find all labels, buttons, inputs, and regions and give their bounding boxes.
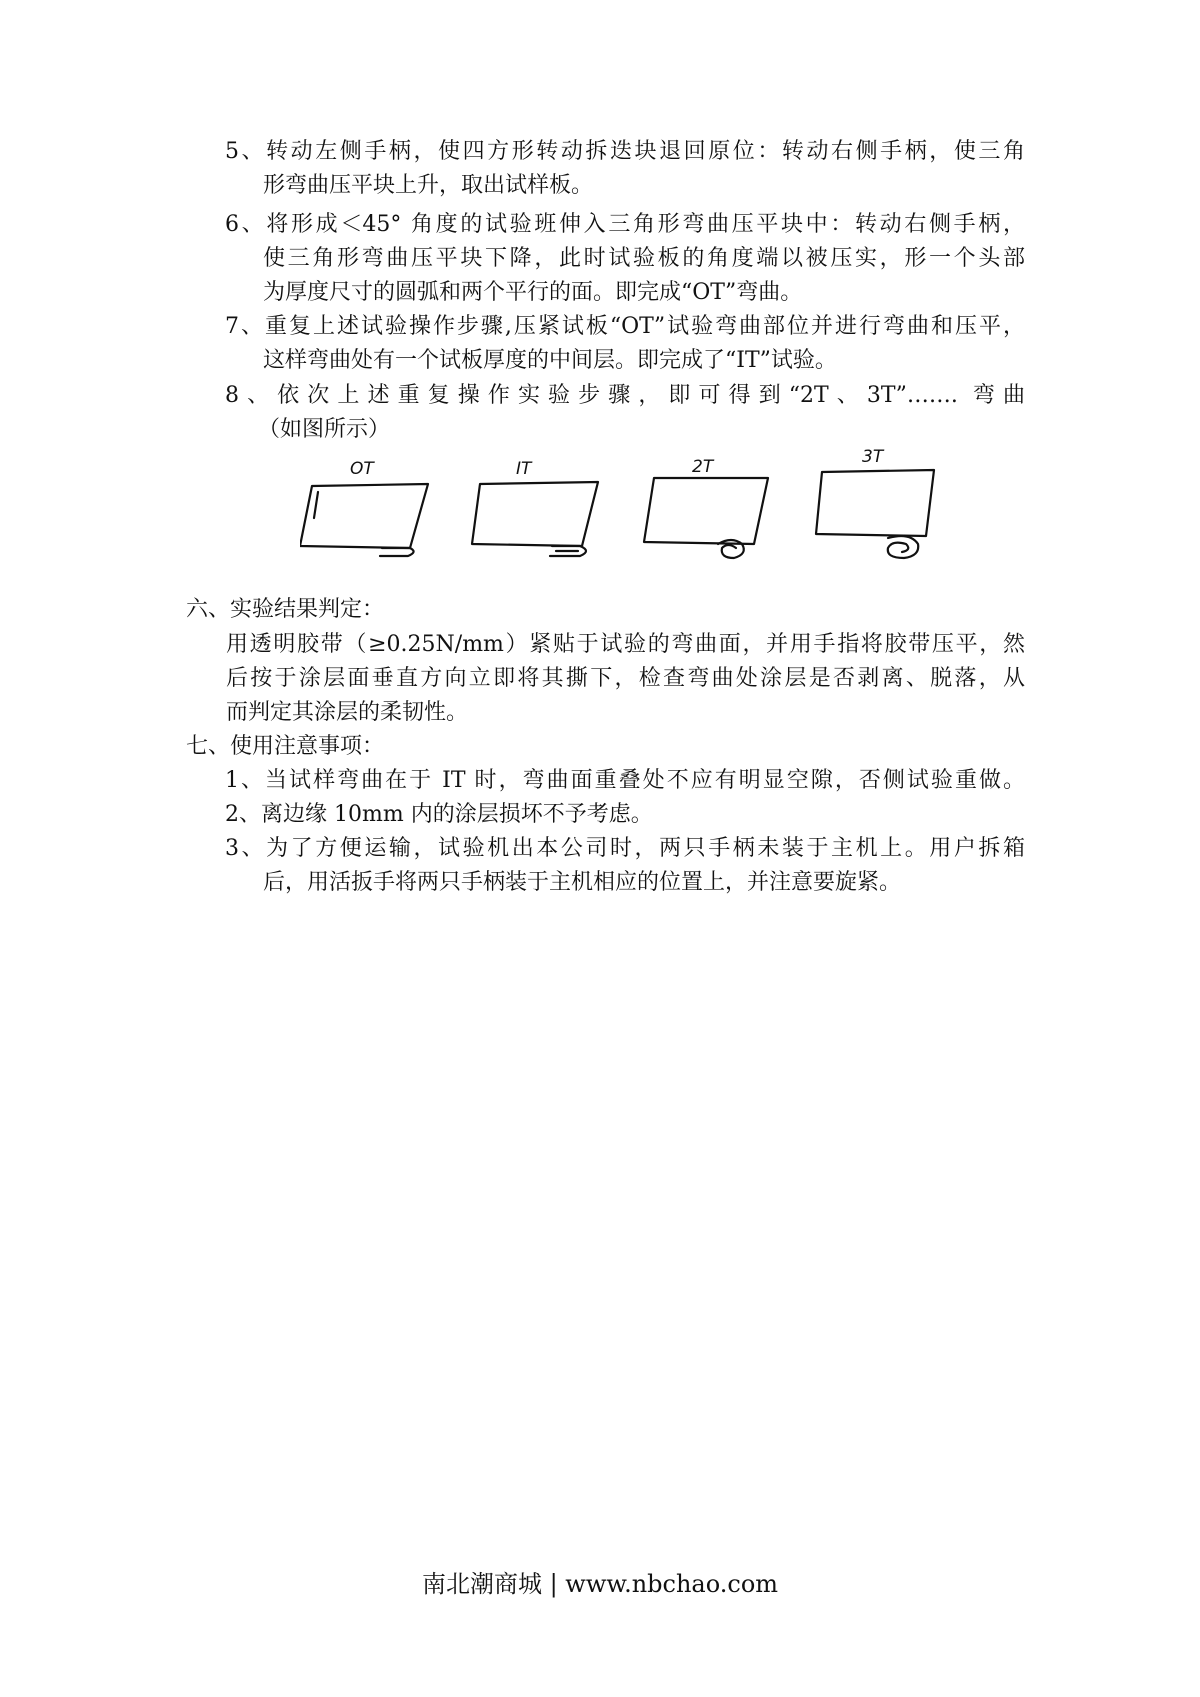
- step-7-line-1: 7、重复上述试验操作步骤,压紧试板“OT”试验弯曲部位并进行弯曲和压平，: [225, 314, 1025, 339]
- bend-0t-sketch: [300, 459, 428, 556]
- step-8-line-1: 8、依次上述重复操作实验步骤，即可得到“2T、3T”……. 弯曲: [225, 383, 1025, 408]
- step-8-line-2: （如图所示）: [258, 417, 391, 442]
- step-6-line-3: 为厚度尺寸的圆弧和两个平行的面。即完成“OT”弯曲。: [263, 280, 803, 305]
- section-7-item-3-line-1: 3、为了方便运输，试验机出本公司时，两只手柄未装于主机上。用户拆箱: [225, 836, 1025, 861]
- step-5-line-1: 5、转动左侧手柄，使四方形转动拆迭块退回原位：转动右侧手柄，使三角: [225, 139, 1025, 164]
- section-6-para-line-1: 用透明胶带（≥0.25N/mm）紧贴于试验的弯曲面，并用手指将胶带压平，然: [226, 632, 1025, 657]
- section-7-item-3-line-2: 后，用活扳手将两只手柄装于主机相应的位置上，并注意要旋紧。: [263, 870, 902, 895]
- step-5-line-2: 形弯曲压平块上升，取出试样板。: [263, 173, 594, 198]
- bend-3t-sketch: [816, 448, 934, 558]
- bend-test-diagram: [300, 448, 1020, 588]
- bend-3t-label: 3T: [862, 448, 884, 467]
- section-7-heading: 七、使用注意事项：: [186, 734, 385, 759]
- bend-2t-label: 2T: [692, 457, 714, 477]
- section-6-para-line-2: 后按于涂层面垂直方向立即将其撕下，检查弯曲处涂层是否剥离、脱落，从: [226, 666, 1025, 691]
- bend-1t-label: IT: [516, 459, 532, 479]
- section-7-item-1: 1、当试样弯曲在于 IT 时，弯曲面重叠处不应有明显空隙，否侧试验重做。: [225, 768, 1025, 793]
- section-6-heading: 六、实验结果判定：: [186, 597, 385, 622]
- bend-2t-sketch: [644, 457, 768, 558]
- section-6-para-line-3: 而判定其涂层的柔韧性。: [226, 700, 469, 725]
- bend-0t-label: OT: [350, 459, 374, 479]
- step-6-line-2: 使三角形弯曲压平块下降，此时试验板的角度端以被压实，形一个头部: [263, 246, 1025, 271]
- bend-test-figure: [300, 448, 1020, 588]
- section-7-item-2: 2、离边缘 10mm 内的涂层损坏不予考虑。: [225, 802, 653, 827]
- step-6-line-1: 6、将形成＜45° 角度的试验班伸入三角形弯曲压平块中：转动右侧手柄，: [225, 212, 1025, 237]
- bend-1t-sketch: [472, 459, 598, 556]
- step-7-line-2: 这样弯曲处有一个试板厚度的中间层。即完成了“IT”试验。: [263, 348, 837, 373]
- page-footer: 南北潮商城 | www.nbchao.com: [421, 1570, 779, 1598]
